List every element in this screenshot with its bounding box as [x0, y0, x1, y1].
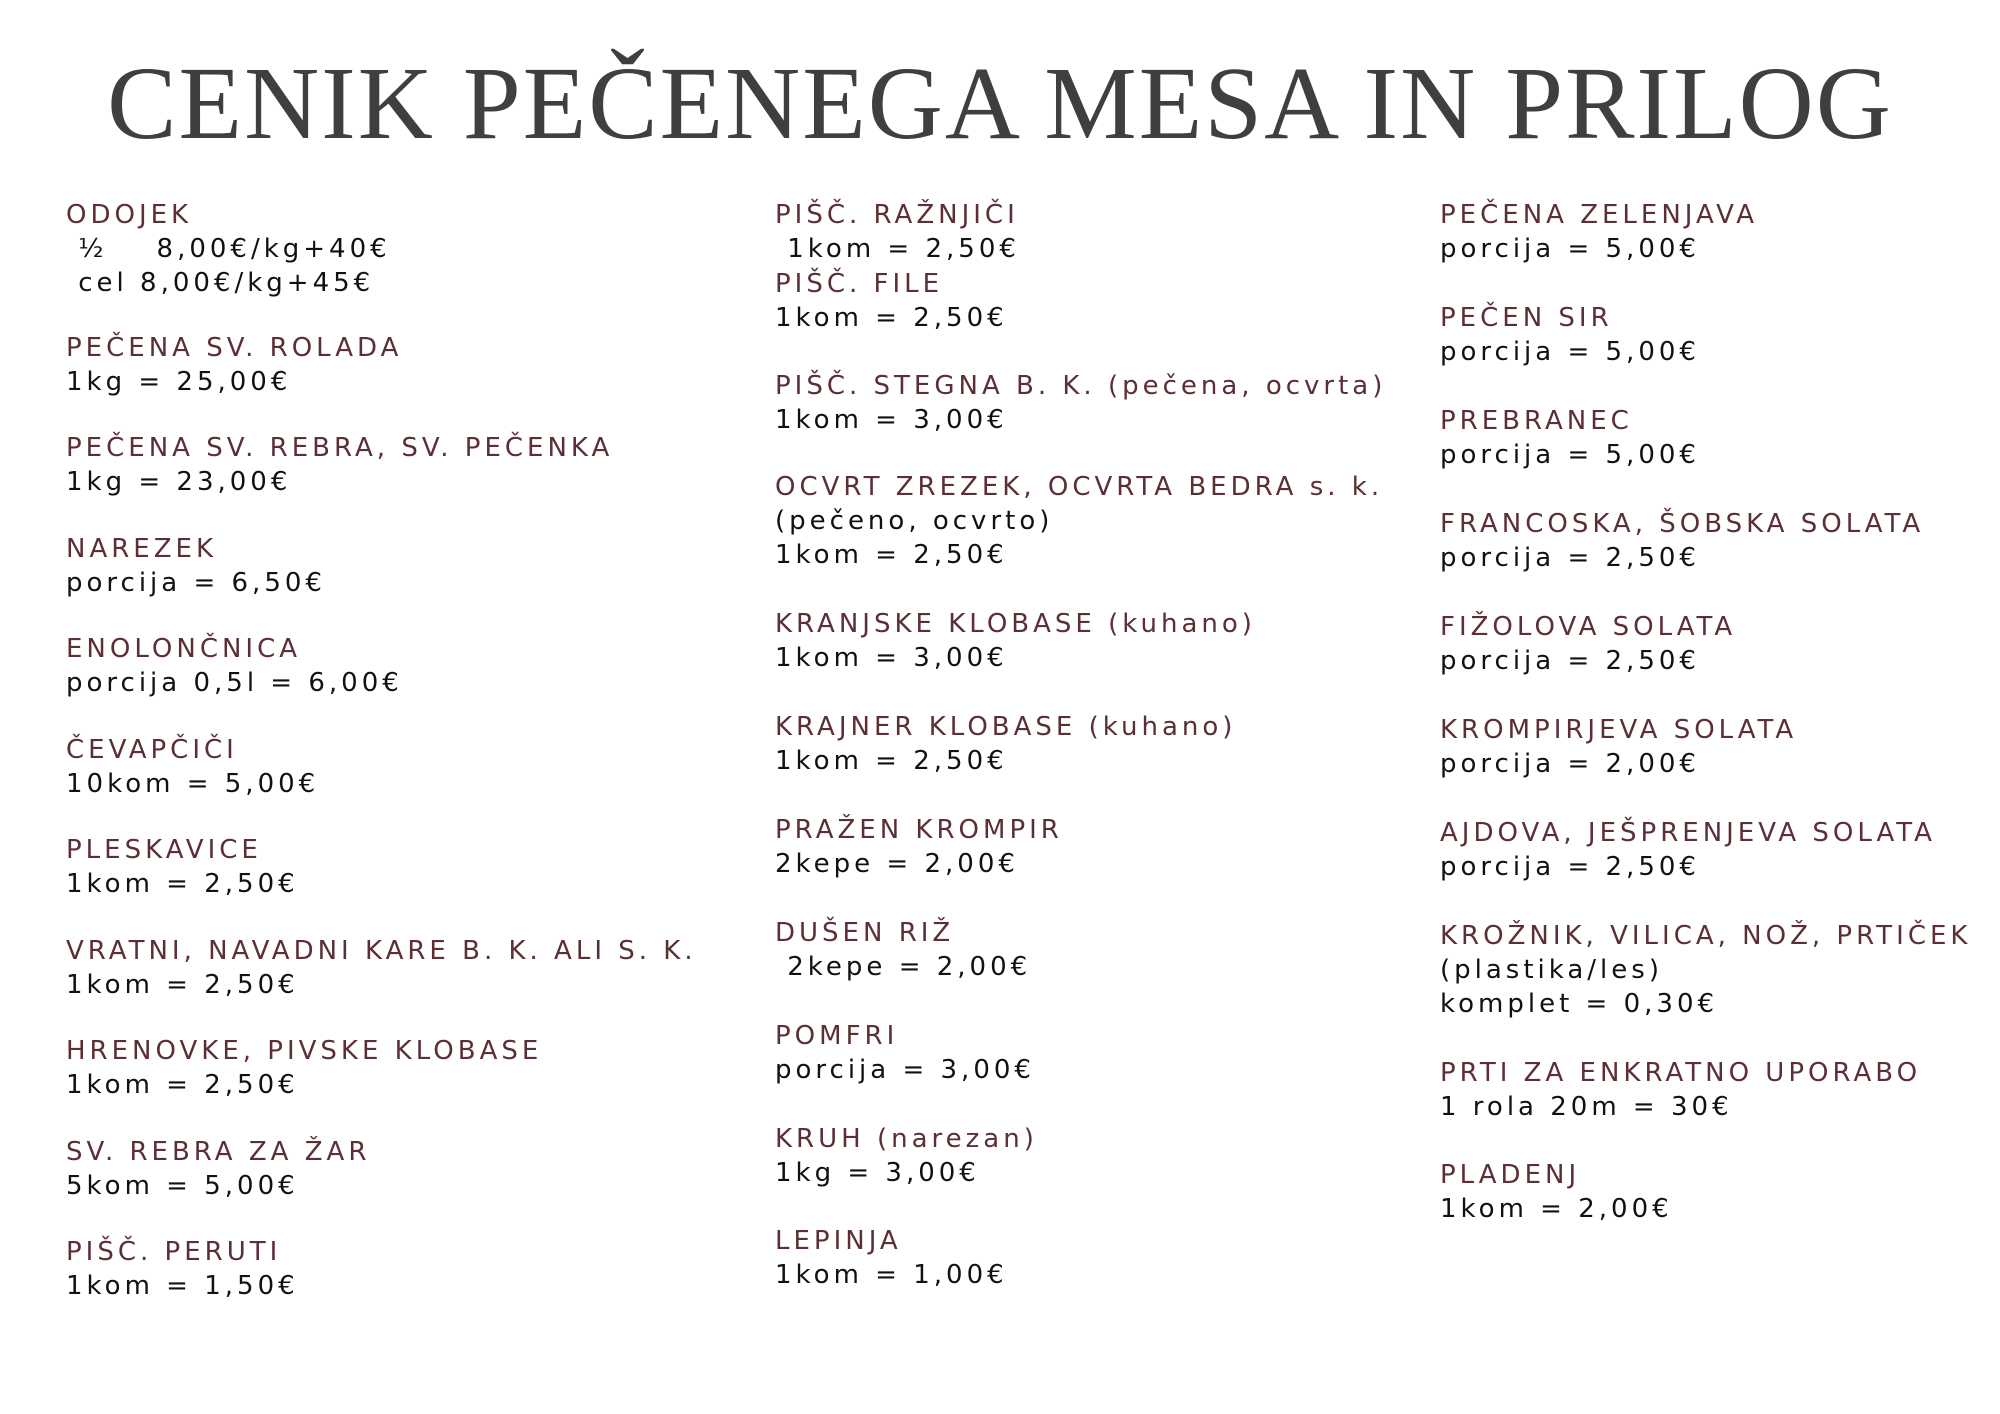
menu-item-price: 1kom = 2,50€ — [66, 970, 299, 1000]
menu-item-price: 1kom = 2,50€ — [775, 234, 1020, 264]
menu-item-price: 1 rola 20m = 30€ — [1440, 1092, 1733, 1122]
menu-item-name: PLADENJ — [1440, 1160, 1581, 1190]
menu-item — [66, 632, 403, 700]
menu-item-name: PRTI ZA ENKRATNO UPORABO — [1440, 1058, 1922, 1088]
menu-item — [1440, 919, 1971, 1021]
menu-item — [66, 733, 319, 801]
menu-item — [66, 532, 326, 600]
menu-item — [775, 267, 1008, 335]
menu-item-name: ČEVAPČIČI — [66, 735, 238, 765]
menu-item-price: 5kom = 5,00€ — [66, 1171, 299, 1201]
menu-item — [1440, 198, 1758, 266]
menu-item-name: KROŽNIK, VILICA, NOŽ, PRTIČEK — [1440, 921, 1972, 951]
menu-item-price: (pečeno, ocvrto) — [775, 506, 1054, 536]
menu-item-price: 1kg = 3,00€ — [775, 1158, 980, 1188]
menu-item-price: 2kepe = 2,00€ — [775, 952, 1032, 982]
menu-item-name: PRAŽEN KROMPIR — [775, 815, 1063, 845]
menu-item — [775, 710, 1236, 778]
menu-item — [1440, 1056, 1921, 1124]
menu-item — [775, 607, 1256, 675]
menu-item-price: 1kom = 1,50€ — [66, 1271, 299, 1301]
menu-item — [775, 470, 1383, 572]
menu-item-price: porcija = 6,50€ — [66, 568, 326, 598]
menu-item-price: komplet = 0,30€ — [1440, 989, 1719, 1019]
menu-item-name: PREBRANEC — [1440, 406, 1633, 436]
menu-item-price: ½ 8,00€/kg+40€ — [66, 234, 391, 264]
menu-item — [66, 331, 402, 399]
menu-item-name: PEČENA ZELENJAVA — [1440, 200, 1759, 230]
menu-item-name: KRANJSKE KLOBASE (kuhano) — [775, 609, 1256, 639]
menu-item-price: porcija = 2,50€ — [1440, 543, 1700, 573]
page-title: CENIK PEČENEGA MESA IN PRILOG — [107, 46, 1893, 161]
menu-item — [1440, 404, 1700, 472]
menu-item — [775, 198, 1020, 266]
menu-item-name: PIŠČ. FILE — [775, 269, 944, 299]
menu-item-price: 1kom = 2,00€ — [1440, 1194, 1673, 1224]
menu-item — [66, 1235, 299, 1303]
menu-item-name: PEČENA SV. ROLADA — [66, 333, 403, 363]
menu-item-price: porcija = 5,00€ — [1440, 337, 1700, 367]
menu-item-price: 1kom = 2,50€ — [66, 1070, 299, 1100]
menu-item — [1440, 816, 1936, 884]
menu-item-name: DUŠEN RIŽ — [775, 918, 955, 948]
menu-item-price: 1kom = 2,50€ — [66, 869, 299, 899]
menu-item-price: porcija 0,5l = 6,00€ — [66, 668, 403, 698]
menu-item-name: VRATNI, NAVADNI KARE B. K. ALI S. K. — [66, 936, 697, 966]
menu-item — [775, 369, 1386, 437]
menu-item — [775, 1224, 1008, 1292]
menu-item — [775, 1122, 1038, 1190]
menu-item-name: LEPINJA — [775, 1226, 902, 1256]
menu-item-price: porcija = 2,00€ — [1440, 749, 1700, 779]
menu-item — [1440, 301, 1700, 369]
menu-item-name: POMFRI — [775, 1021, 899, 1051]
menu-item-name: SV. REBRA ZA ŽAR — [66, 1137, 371, 1167]
menu-item-price: cel 8,00€/kg+45€ — [66, 268, 375, 298]
menu-item — [66, 1034, 542, 1102]
menu-item-price: 1kg = 25,00€ — [66, 367, 292, 397]
menu-item — [775, 916, 1031, 984]
menu-item-name: KRAJNER KLOBASE (kuhano) — [775, 712, 1237, 742]
menu-item-price: porcija = 2,50€ — [1440, 852, 1700, 882]
menu-item-name: PLESKAVICE — [66, 835, 262, 865]
menu-item-name: ODOJEK — [66, 200, 193, 230]
menu-item-price: 1kom = 1,00€ — [775, 1260, 1008, 1290]
menu-item — [66, 934, 697, 1002]
menu-item-name: AJDOVA, JEŠPRENJEVA SOLATA — [1440, 818, 1936, 848]
menu-item-name: PEČENA SV. REBRA, SV. PEČENKA — [66, 433, 614, 463]
menu-item-name: OCVRT ZREZEK, OCVRTA BEDRA s. k. — [775, 472, 1384, 502]
menu-item-name: FRANCOSKA, ŠOBSKA SOLATA — [1440, 509, 1925, 539]
menu-item-price: 1kom = 2,50€ — [775, 540, 1008, 570]
menu-item-name: KRUH (narezan) — [775, 1124, 1038, 1154]
menu-item-price: 1kom = 2,50€ — [775, 746, 1008, 776]
menu-item-price: 1kg = 23,00€ — [66, 467, 292, 497]
menu-item — [1440, 713, 1797, 781]
menu-item-price: 1kom = 2,50€ — [775, 303, 1008, 333]
menu-item-price: (plastika/les) — [1440, 955, 1663, 985]
menu-item-name: HRENOVKE, PIVSKE KLOBASE — [66, 1036, 543, 1066]
menu-item — [775, 813, 1063, 881]
menu-item-price: 2kepe = 2,00€ — [775, 849, 1019, 879]
menu-item — [66, 198, 391, 300]
menu-item-price: porcija = 3,00€ — [775, 1055, 1035, 1085]
menu-item-price: 1kom = 3,00€ — [775, 405, 1008, 435]
menu-item-price: porcija = 5,00€ — [1440, 234, 1700, 264]
menu-item-price: 10kom = 5,00€ — [66, 769, 320, 799]
menu-item-name: NAREZEK — [66, 534, 218, 564]
menu-item-name: ENOLONČNICA — [66, 634, 302, 664]
menu-item-price: porcija = 5,00€ — [1440, 440, 1700, 470]
menu-item — [66, 833, 299, 901]
menu-item — [1440, 610, 1736, 678]
menu-item-name: PIŠČ. PERUTI — [66, 1237, 282, 1267]
menu-item-name: PIŠČ. STEGNA B. K. (pečena, ocvrta) — [775, 371, 1387, 401]
menu-item-name: PIŠČ. RAŽNJIČI — [775, 200, 1019, 230]
menu-item — [1440, 507, 1924, 575]
menu-item — [1440, 1158, 1673, 1226]
menu-item-name: FIŽOLOVA SOLATA — [1440, 612, 1737, 642]
menu-item-price: 1kom = 3,00€ — [775, 643, 1008, 673]
menu-item-name: PEČEN SIR — [1440, 303, 1613, 333]
menu-item-name: KROMPIRJEVA SOLATA — [1440, 715, 1798, 745]
menu-item — [775, 1019, 1035, 1087]
menu-item — [66, 431, 613, 499]
menu-item-price: porcija = 2,50€ — [1440, 646, 1700, 676]
menu-item — [66, 1135, 370, 1203]
